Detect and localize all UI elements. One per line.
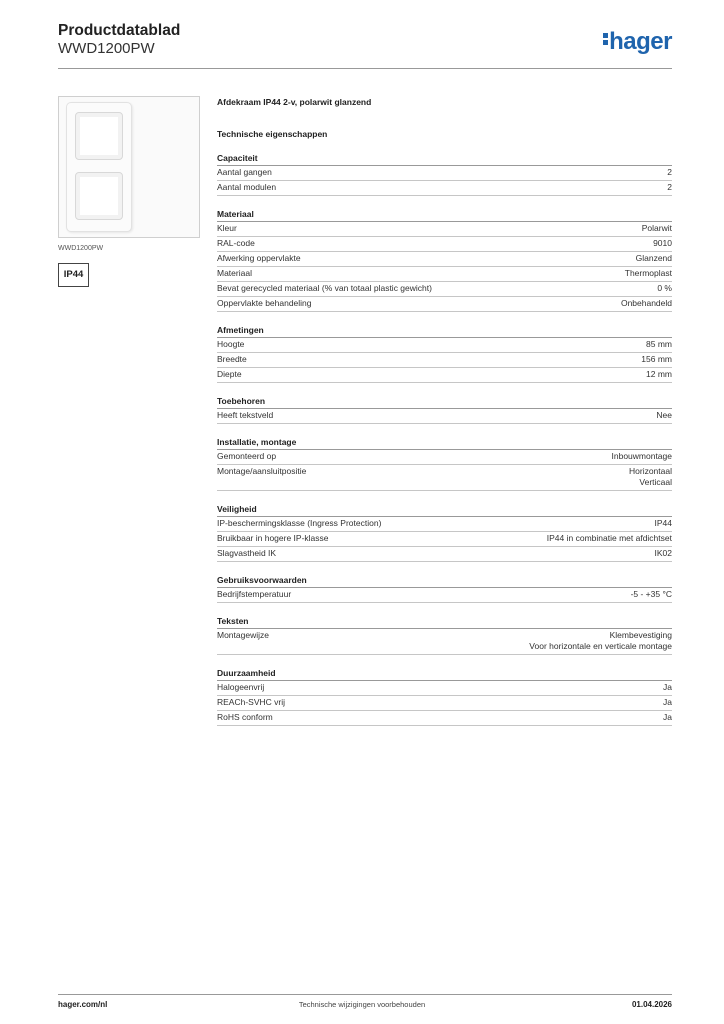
spec-row <box>217 696 672 711</box>
spec-value: Ja <box>663 697 672 707</box>
spec-row <box>217 282 672 297</box>
cover-frame-icon <box>66 102 132 232</box>
spec-label: Bruikbaar in hogere IP-klasse <box>217 533 329 543</box>
spec-row <box>217 368 672 383</box>
spec-value: Klembevestiging Voor horizontale en verticale montage <box>529 630 672 651</box>
logo-colon-icon <box>603 31 608 47</box>
spec-value: Nee <box>656 410 672 420</box>
spec-value: 12 mm <box>646 369 672 379</box>
spec-label: Materiaal <box>217 268 252 278</box>
footer-website[interactable]: hager.com/nl <box>58 1000 108 1009</box>
spec-value: IP44 <box>654 518 672 528</box>
spec-value: Glanzend <box>635 253 672 263</box>
section-title: Gebruiksvoorwaarden <box>217 575 672 588</box>
section-title: Installatie, montage <box>217 437 672 450</box>
section-title: Teksten <box>217 616 672 629</box>
spec-value: Horizontaal Verticaal <box>629 466 672 487</box>
header-divider <box>58 68 672 69</box>
spec-value: 2 <box>667 182 672 192</box>
spec-label: Gemonteerd op <box>217 451 277 461</box>
spec-label: Montagewijze <box>217 630 269 640</box>
ip-badge: IP44 <box>58 263 89 287</box>
spec-value: 2 <box>667 167 672 177</box>
spec-row <box>217 222 672 237</box>
spec-section <box>217 575 672 603</box>
spec-row <box>217 409 672 424</box>
spec-label: Halogeenvrij <box>217 682 265 692</box>
document-title: Productdatablad <box>58 22 181 39</box>
spec-value: Thermoplast <box>624 268 672 278</box>
spec-row <box>217 629 672 655</box>
spec-label: Bedrijfstemperatuur <box>217 589 292 599</box>
spec-label: Hoogte <box>217 339 245 349</box>
spec-row <box>217 297 672 312</box>
section-title: Toebehoren <box>217 396 672 409</box>
spec-row <box>217 252 672 267</box>
spec-section <box>217 504 672 562</box>
spec-value: Inbouwmontage <box>611 451 672 461</box>
spec-section <box>217 209 672 312</box>
spec-row <box>217 517 672 532</box>
spec-label: REACh-SVHC vrij <box>217 697 286 707</box>
spec-label: Heeft tekstveld <box>217 410 274 420</box>
product-image <box>58 96 200 238</box>
spec-section <box>217 153 672 196</box>
spec-label: RAL-code <box>217 238 255 248</box>
spec-content <box>217 96 672 726</box>
spec-label: Breedte <box>217 354 247 364</box>
spec-value: 156 mm <box>641 354 672 364</box>
spec-section <box>217 437 672 491</box>
spec-row <box>217 338 672 353</box>
footer-notice: Technische wijzigingen voorbehouden <box>298 1000 426 1009</box>
spec-sections <box>217 153 672 726</box>
spec-value: 9010 <box>653 238 672 248</box>
spec-label: Bevat gerecycled materiaal (% van totaal plastic gewicht) <box>217 283 432 293</box>
image-caption: WWD1200PW <box>58 245 104 252</box>
spec-section <box>217 668 672 726</box>
spec-label: Oppervlakte behandeling <box>217 298 312 308</box>
spec-label: Slagvastheid IK <box>217 548 277 558</box>
spec-section <box>217 325 672 383</box>
spec-value: 0 % <box>657 283 672 293</box>
spec-section <box>217 396 672 424</box>
spec-label: Diepte <box>217 369 242 379</box>
spec-row <box>217 353 672 368</box>
spec-row <box>217 267 672 282</box>
section-title: Capaciteit <box>217 153 672 166</box>
product-code: WWD1200PW <box>58 40 155 57</box>
spec-label: Montage/aansluitpositie <box>217 466 307 476</box>
spec-value: 85 mm <box>646 339 672 349</box>
spec-label: Afwerking oppervlakte <box>217 253 301 263</box>
spec-row <box>217 166 672 181</box>
spec-label: Kleur <box>217 223 237 233</box>
logo-text: hager <box>609 28 672 55</box>
spec-label: Aantal gangen <box>217 167 272 177</box>
spec-section <box>217 616 672 655</box>
spec-value: Polarwit <box>641 223 672 233</box>
spec-row <box>217 237 672 252</box>
spec-label: Aantal modulen <box>217 182 277 192</box>
spec-value: IK02 <box>654 548 672 558</box>
footer-divider <box>58 994 672 995</box>
section-title: Afmetingen <box>217 325 672 338</box>
spec-label: IP-beschermingsklasse (Ingress Protection) <box>217 518 382 528</box>
spec-value: -5 - +35 °C <box>630 589 672 599</box>
tech-properties-title: Technische eigenschappen <box>217 129 328 139</box>
spec-value: Ja <box>663 712 672 722</box>
spec-row <box>217 711 672 726</box>
spec-row <box>217 681 672 696</box>
product-description: Afdekraam IP44 2-v, polarwit glanzend <box>217 97 372 107</box>
footer-date: 01.04.2026 <box>631 1000 672 1009</box>
spec-row <box>217 588 672 603</box>
hager-logo <box>603 27 672 57</box>
spec-row <box>217 547 672 562</box>
spec-row <box>217 181 672 196</box>
spec-row <box>217 465 672 491</box>
spec-label: RoHS conform <box>217 712 273 722</box>
spec-value: IP44 in combinatie met afdichtset <box>546 533 672 543</box>
section-title: Duurzaamheid <box>217 668 672 681</box>
spec-value: Onbehandeld <box>620 298 672 308</box>
spec-value: Ja <box>663 682 672 692</box>
spec-row <box>217 532 672 547</box>
section-title: Materiaal <box>217 209 672 222</box>
spec-row <box>217 450 672 465</box>
section-title: Veiligheid <box>217 504 672 517</box>
